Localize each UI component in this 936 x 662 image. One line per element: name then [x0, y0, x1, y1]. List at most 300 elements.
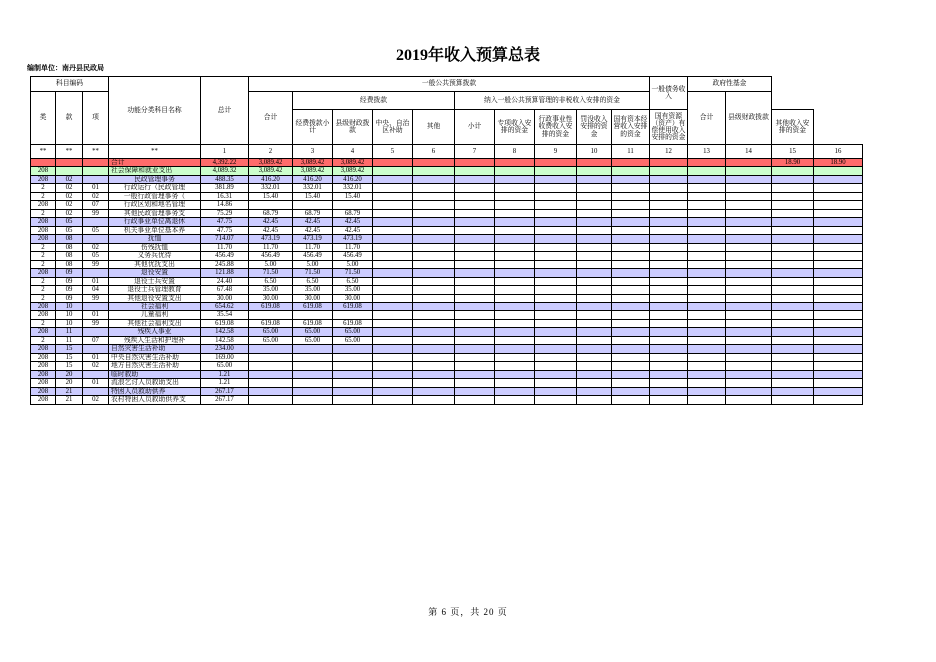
table-row: [31, 302, 863, 310]
row-value-col-1: 35.54: [201, 311, 249, 319]
row-value-col-13: [688, 286, 726, 294]
row-code-section: 21: [56, 387, 83, 395]
row-value-col-16: [814, 252, 863, 260]
row-value-col-4: 71.50: [333, 269, 373, 277]
row-value-col-3: 11.70: [293, 243, 333, 251]
row-code-class: 2: [31, 319, 56, 327]
row-value-col-15: [772, 370, 814, 378]
column-number-cell: 3: [293, 145, 333, 159]
table-row: [31, 252, 863, 260]
row-code-section: 15: [56, 362, 83, 370]
row-value-col-1: 14.86: [201, 201, 249, 209]
row-value-col-3: [293, 387, 333, 395]
row-value-col-6: [413, 159, 455, 167]
row-value-col-11: [612, 353, 650, 361]
table-row: [31, 201, 863, 209]
row-value-col-9: [535, 201, 577, 209]
row-value-col-11: [612, 235, 650, 243]
row-value-col-7: [455, 252, 495, 260]
row-code-class: 208: [31, 379, 56, 387]
row-value-col-16: [814, 345, 863, 353]
row-code-item: 02: [83, 362, 109, 370]
row-value-col-14: [726, 277, 772, 285]
row-code-class: 208: [31, 362, 56, 370]
row-value-col-6: [413, 396, 455, 404]
table-row: [31, 311, 863, 319]
row-subject-name: 行政运行（民政管理: [109, 184, 201, 192]
row-value-col-12: [650, 396, 688, 404]
row-value-col-2: 6.50: [249, 277, 293, 285]
row-code-item: 07: [83, 336, 109, 344]
compiling-unit-label: 编制单位：南丹县民政局: [27, 65, 104, 72]
column-number-cell: 1: [201, 145, 249, 159]
row-value-col-8: [495, 353, 535, 361]
row-value-col-1: 142.58: [201, 328, 249, 336]
row-value-col-15: 18.90: [772, 159, 814, 167]
row-value-col-8: [495, 226, 535, 234]
row-subject-name: 儿童福利: [109, 311, 201, 319]
th-general-budget-group: 一般公共预算拨款: [249, 77, 650, 92]
row-code-class: 208: [31, 396, 56, 404]
th-other-income: 其他收入安排的资金: [772, 110, 814, 145]
row-value-col-11: [612, 345, 650, 353]
row-value-col-16: [814, 319, 863, 327]
row-value-col-4: [333, 387, 373, 395]
row-value-col-14: [726, 269, 772, 277]
row-value-col-7: [455, 328, 495, 336]
row-value-col-15: [772, 235, 814, 243]
row-value-col-12: [650, 353, 688, 361]
row-value-col-10: [577, 167, 612, 175]
row-value-col-5: [373, 235, 413, 243]
row-value-col-16: [814, 218, 863, 226]
th-nontax-group: 纳入一般公共预算管理的非税收入安排的资金: [455, 92, 650, 110]
row-value-col-10: [577, 387, 612, 395]
row-value-col-1: 381.89: [201, 184, 249, 192]
row-code-item: [83, 302, 109, 310]
row-value-col-10: [577, 209, 612, 217]
table-row: [31, 159, 863, 167]
row-value-col-8: [495, 345, 535, 353]
row-value-col-14: [726, 396, 772, 404]
row-value-col-1: 30.00: [201, 294, 249, 302]
row-subject-name: 其他退役安置支出: [109, 294, 201, 302]
header-row-1: [31, 77, 863, 92]
row-value-col-4: 65.00: [333, 328, 373, 336]
row-code-section: 05: [56, 226, 83, 234]
row-value-col-6: [413, 353, 455, 361]
row-value-col-4: [333, 362, 373, 370]
row-value-col-11: [612, 319, 650, 327]
row-value-col-2: 3,089.42: [249, 167, 293, 175]
row-value-col-1: 4,089.32: [201, 167, 249, 175]
row-value-col-2: 65.00: [249, 336, 293, 344]
table-row: [31, 260, 863, 268]
row-code-class: 2: [31, 243, 56, 251]
row-subject-name: 义务兵优待: [109, 252, 201, 260]
row-value-col-5: [373, 218, 413, 226]
row-subject-name: 自然灾害生活补助: [109, 345, 201, 353]
row-code-class: 208: [31, 328, 56, 336]
row-code-item: [83, 370, 109, 378]
row-value-col-6: [413, 192, 455, 200]
row-value-col-8: [495, 302, 535, 310]
row-value-col-4: 42.45: [333, 226, 373, 234]
row-value-col-4: [333, 370, 373, 378]
page-footer: 第 6 页，共 20 页: [428, 607, 508, 617]
column-number-cell: 4: [333, 145, 373, 159]
row-value-col-14: [726, 370, 772, 378]
table-row: [31, 379, 863, 387]
row-value-col-11: [612, 277, 650, 285]
row-value-col-11: [612, 201, 650, 209]
page-title: 2019年收入预算总表: [395, 47, 540, 64]
row-value-col-3: 3,089.42: [293, 159, 333, 167]
row-value-col-1: 65.00: [201, 362, 249, 370]
row-subject-name: 农村特困人员救助供养支: [109, 396, 201, 404]
row-code-class: 208: [31, 302, 56, 310]
row-value-col-2: 5.00: [249, 260, 293, 268]
row-value-col-10: [577, 159, 612, 167]
row-value-col-3: 456.49: [293, 252, 333, 260]
row-value-col-3: 42.45: [293, 218, 333, 226]
row-value-col-8: [495, 336, 535, 344]
row-value-col-7: [455, 218, 495, 226]
row-value-col-2: 71.50: [249, 269, 293, 277]
row-value-col-12: [650, 252, 688, 260]
row-value-col-7: [455, 269, 495, 277]
row-value-col-3: [293, 201, 333, 209]
row-value-col-7: [455, 286, 495, 294]
th-code-item: 项: [83, 92, 109, 145]
row-value-col-9: [535, 175, 577, 183]
table-row: [31, 226, 863, 234]
row-value-col-9: [535, 319, 577, 327]
row-value-col-10: [577, 353, 612, 361]
row-value-col-14: [726, 175, 772, 183]
row-code-item: [83, 175, 109, 183]
row-value-col-10: [577, 243, 612, 251]
row-value-col-5: [373, 379, 413, 387]
row-value-col-1: 75.29: [201, 209, 249, 217]
row-value-col-15: [772, 328, 814, 336]
row-code-class: [31, 159, 56, 167]
row-value-col-3: 332.01: [293, 184, 333, 192]
row-value-col-14: [726, 336, 772, 344]
row-value-col-1: 714.07: [201, 235, 249, 243]
row-value-col-2: 416.20: [249, 175, 293, 183]
th-general-subtotal: 合计: [249, 92, 293, 145]
row-value-col-9: [535, 311, 577, 319]
row-value-col-13: [688, 370, 726, 378]
row-value-col-11: [612, 396, 650, 404]
row-code-item: 05: [83, 252, 109, 260]
row-code-item: 07: [83, 201, 109, 209]
row-value-col-2: 456.49: [249, 252, 293, 260]
row-value-col-12: [650, 175, 688, 183]
column-number-cell: 7: [455, 145, 495, 159]
row-code-item: [83, 235, 109, 243]
row-value-col-10: [577, 218, 612, 226]
row-value-col-1: 619.08: [201, 319, 249, 327]
th-other: 其他: [413, 110, 455, 145]
row-value-col-4: 15.40: [333, 192, 373, 200]
th-funding-subtotal: 经费拨款小计: [293, 110, 333, 145]
row-value-col-12: [650, 218, 688, 226]
row-value-col-14: [726, 260, 772, 268]
row-value-col-4: 619.08: [333, 319, 373, 327]
row-subject-name: 机关事业单位基本养: [109, 226, 201, 234]
row-value-col-8: [495, 311, 535, 319]
row-value-col-4: 65.00: [333, 336, 373, 344]
row-value-col-15: [772, 192, 814, 200]
row-value-col-4: 30.00: [333, 294, 373, 302]
row-value-col-5: [373, 328, 413, 336]
row-value-col-8: [495, 175, 535, 183]
row-value-col-10: [577, 345, 612, 353]
row-subject-name: 其他社会福利支出: [109, 319, 201, 327]
row-value-col-7: [455, 387, 495, 395]
row-value-col-2: 42.45: [249, 226, 293, 234]
row-value-col-14: [726, 243, 772, 251]
row-value-col-1: 4,392.22: [201, 159, 249, 167]
row-value-col-2: [249, 311, 293, 319]
row-code-class: 208: [31, 201, 56, 209]
row-code-section: 02: [56, 201, 83, 209]
row-value-col-8: [495, 184, 535, 192]
row-value-col-3: 35.00: [293, 286, 333, 294]
table-row: [31, 396, 863, 404]
row-value-col-15: [772, 260, 814, 268]
table-row: [31, 175, 863, 183]
row-value-col-5: [373, 336, 413, 344]
row-value-col-16: [814, 336, 863, 344]
th-state-capital-income: 国有资本经营收入安排的资金: [612, 110, 650, 145]
row-subject-name: 中央自然灾害生活补助: [109, 353, 201, 361]
row-value-col-4: [333, 201, 373, 209]
row-code-section: 09: [56, 294, 83, 302]
row-value-col-15: [772, 243, 814, 251]
row-value-col-5: [373, 201, 413, 209]
row-code-section: [56, 167, 83, 175]
row-value-col-3: 5.00: [293, 260, 333, 268]
row-value-col-2: 11.70: [249, 243, 293, 251]
row-code-section: 10: [56, 302, 83, 310]
row-value-col-3: 42.45: [293, 226, 333, 234]
row-value-col-1: 47.75: [201, 226, 249, 234]
row-code-section: 08: [56, 243, 83, 251]
row-subject-name: 临时救助: [109, 370, 201, 378]
row-value-col-1: 24.40: [201, 277, 249, 285]
column-number-cell: **: [109, 145, 201, 159]
row-code-class: 2: [31, 252, 56, 260]
row-value-col-14: [726, 286, 772, 294]
row-value-col-5: [373, 167, 413, 175]
row-value-col-8: [495, 192, 535, 200]
row-value-col-10: [577, 396, 612, 404]
row-value-col-8: [495, 201, 535, 209]
row-value-col-11: [612, 328, 650, 336]
row-value-col-4: 456.49: [333, 252, 373, 260]
row-value-col-1: 245.88: [201, 260, 249, 268]
row-value-col-4: 619.08: [333, 302, 373, 310]
row-value-col-1: 16.31: [201, 192, 249, 200]
row-value-col-10: [577, 277, 612, 285]
row-value-col-9: [535, 396, 577, 404]
row-value-col-15: [772, 302, 814, 310]
row-value-col-3: 6.50: [293, 277, 333, 285]
row-value-col-15: [772, 345, 814, 353]
row-code-item: [83, 328, 109, 336]
row-value-col-7: [455, 370, 495, 378]
row-value-col-8: [495, 379, 535, 387]
row-value-col-12: [650, 286, 688, 294]
row-value-col-9: [535, 286, 577, 294]
row-value-col-14: [726, 294, 772, 302]
row-value-col-8: [495, 209, 535, 217]
row-value-col-13: [688, 379, 726, 387]
row-value-col-14: [726, 184, 772, 192]
row-value-col-11: [612, 370, 650, 378]
row-value-col-1: 1.21: [201, 379, 249, 387]
table-row: [31, 370, 863, 378]
row-value-col-4: 35.00: [333, 286, 373, 294]
row-value-col-3: 15.40: [293, 192, 333, 200]
row-value-col-6: [413, 167, 455, 175]
row-code-class: 208: [31, 353, 56, 361]
row-value-col-8: [495, 370, 535, 378]
row-value-col-7: [455, 362, 495, 370]
row-value-col-8: [495, 396, 535, 404]
row-subject-name: 残疾人生活和护理补: [109, 336, 201, 344]
row-value-col-7: [455, 201, 495, 209]
row-value-col-16: [814, 226, 863, 234]
row-value-col-13: [688, 319, 726, 327]
row-subject-name: 退役士兵管理教育: [109, 286, 201, 294]
row-value-col-6: [413, 226, 455, 234]
row-code-class: 208: [31, 167, 56, 175]
column-number-cell: 5: [373, 145, 413, 159]
row-value-col-10: [577, 184, 612, 192]
row-value-col-10: [577, 260, 612, 268]
row-value-col-5: [373, 311, 413, 319]
row-value-col-14: [726, 379, 772, 387]
row-value-col-12: [650, 167, 688, 175]
row-value-col-3: 416.20: [293, 175, 333, 183]
row-value-col-13: [688, 209, 726, 217]
row-value-col-16: [814, 201, 863, 209]
row-value-col-16: [814, 235, 863, 243]
row-value-col-11: [612, 379, 650, 387]
row-value-col-9: [535, 235, 577, 243]
row-value-col-5: [373, 277, 413, 285]
row-value-col-10: [577, 175, 612, 183]
row-value-col-9: [535, 370, 577, 378]
row-value-col-2: [249, 362, 293, 370]
row-value-col-10: [577, 336, 612, 344]
row-value-col-11: [612, 387, 650, 395]
th-gov-fund-total: 合计: [688, 92, 726, 145]
row-value-col-4: [333, 311, 373, 319]
row-value-col-1: 654.62: [201, 302, 249, 310]
row-value-col-15: [772, 226, 814, 234]
row-value-col-3: 30.00: [293, 294, 333, 302]
row-value-col-14: [726, 201, 772, 209]
row-value-col-7: [455, 379, 495, 387]
th-county-finance: 县级财政拨款: [333, 110, 373, 145]
row-code-item: 02: [83, 396, 109, 404]
row-value-col-4: 11.70: [333, 243, 373, 251]
row-subject-name: 其他民政管理事务支: [109, 209, 201, 217]
row-value-col-6: [413, 370, 455, 378]
row-value-col-9: [535, 159, 577, 167]
row-value-col-5: [373, 353, 413, 361]
column-number-cell: 11: [612, 145, 650, 159]
row-value-col-8: [495, 159, 535, 167]
row-value-col-12: [650, 362, 688, 370]
column-number-cell: 2: [249, 145, 293, 159]
row-code-class: 208: [31, 269, 56, 277]
row-subject-name: 民政管理事务: [109, 175, 201, 183]
row-value-col-10: [577, 328, 612, 336]
row-value-col-12: [650, 159, 688, 167]
row-value-col-15: [772, 379, 814, 387]
row-value-col-6: [413, 277, 455, 285]
row-code-section: 09: [56, 286, 83, 294]
row-value-col-7: [455, 243, 495, 251]
row-value-col-9: [535, 379, 577, 387]
row-value-col-12: [650, 319, 688, 327]
row-code-item: 99: [83, 209, 109, 217]
row-value-col-14: [726, 209, 772, 217]
column-number-cell: 15: [772, 145, 814, 159]
row-value-col-5: [373, 209, 413, 217]
row-value-col-5: [373, 159, 413, 167]
row-value-col-6: [413, 294, 455, 302]
row-value-col-2: 42.45: [249, 218, 293, 226]
row-value-col-13: [688, 311, 726, 319]
row-value-col-16: [814, 192, 863, 200]
row-value-col-13: [688, 277, 726, 285]
row-value-col-4: [333, 379, 373, 387]
row-value-col-11: [612, 159, 650, 167]
column-number-cell: 9: [535, 145, 577, 159]
row-value-col-4: 3,089.42: [333, 159, 373, 167]
row-value-col-3: 473.19: [293, 235, 333, 243]
row-value-col-9: [535, 209, 577, 217]
row-value-col-12: [650, 370, 688, 378]
row-code-class: 208: [31, 311, 56, 319]
row-value-col-2: [249, 379, 293, 387]
row-value-col-16: [814, 260, 863, 268]
row-value-col-10: [577, 319, 612, 327]
row-value-col-16: [814, 370, 863, 378]
row-code-class: 208: [31, 370, 56, 378]
row-value-col-10: [577, 269, 612, 277]
row-value-col-5: [373, 260, 413, 268]
row-value-col-2: [249, 345, 293, 353]
row-value-col-10: [577, 370, 612, 378]
row-value-col-16: [814, 286, 863, 294]
row-value-col-8: [495, 260, 535, 268]
row-value-col-15: [772, 387, 814, 395]
row-value-col-4: 6.50: [333, 277, 373, 285]
row-code-item: 99: [83, 294, 109, 302]
row-value-col-7: [455, 175, 495, 183]
row-value-col-12: [650, 387, 688, 395]
th-code-section: 款: [56, 92, 83, 145]
row-value-col-6: [413, 252, 455, 260]
